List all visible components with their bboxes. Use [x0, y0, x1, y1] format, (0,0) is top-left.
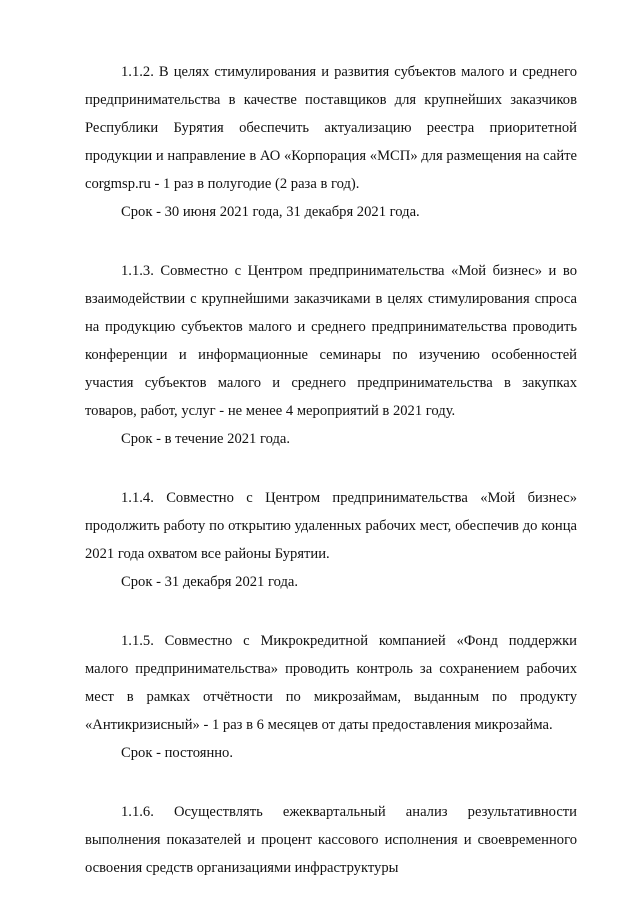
paragraph-gap	[85, 596, 577, 627]
item-text: 1.1.6. Осуществлять ежеквартальный анализ результативности выполнения показателей и процент кассового исполнения и своевременного освоения средств организациями инфраструктуры	[85, 804, 577, 876]
item-1-1-2	[85, 58, 577, 226]
item-1-1-5	[85, 627, 577, 767]
item-text: 1.1.2. В целях стимулирования и развития субъектов малого и среднего предпринимательства в качестве поставщиков для крупнейших заказчиков Республики Бурятия обеспечить актуализацию реестра приоритетной продукции и направление в АО «Корпорация «МСП» для размещения на сайте corgmsp.ru - 1 раз в полугодие (2 раза в год).	[85, 64, 577, 192]
paragraph-gap	[85, 453, 577, 484]
item-1-1-6	[85, 798, 577, 882]
paragraph-gap	[85, 226, 577, 257]
item-deadline: Срок - постоянно.	[121, 745, 234, 761]
item-deadline: Срок - в течение 2021 года.	[121, 431, 291, 447]
item-deadline: Срок - 31 декабря 2021 года.	[121, 574, 299, 590]
item-text: 1.1.3. Совместно с Центром предпринимательства «Мой бизнес» и во взаимодействии с крупнейшими заказчиками в целях стимулирования спроса на продукцию субъектов малого и среднего предпринимательства проводить конференции и информационные семинары по изучению особенностей участия субъектов малого и среднего предпринимательства в закупках товаров, работ, услуг - не менее 4 мероприятий в 2021 году.	[85, 263, 577, 419]
item-deadline: Срок - 30 июня 2021 года, 31 декабря 2021 года.	[121, 204, 420, 220]
item-text: 1.1.4. Совместно с Центром предпринимательства «Мой бизнес» продолжить работу по открытию удаленных рабочих мест, обеспечив до конца 2021 года охватом все районы Бурятии.	[85, 490, 577, 562]
paragraph-gap	[85, 767, 577, 798]
item-1-1-4	[85, 484, 577, 596]
item-text: 1.1.5. Совместно с Микрокредитной компанией «Фонд поддержки малого предпринимательства» проводить контроль за сохранением рабочих мест в рамках отчётности по микрозаймам, выданным по продукту «Антикризисный» - 1 раз в 6 месяцев от даты предоставления микрозайма.	[85, 633, 577, 733]
item-1-1-3	[85, 257, 577, 453]
